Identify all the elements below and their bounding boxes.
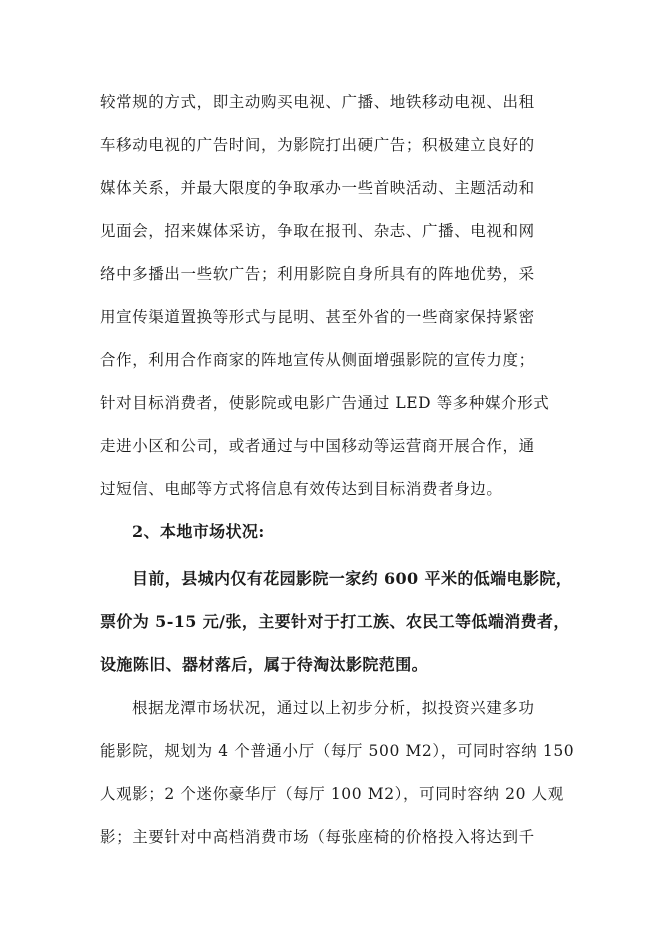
paragraph-3-line-3: 人观影；2 个迷你豪华厅（每厅 100 M2），可同时容纳 20 人观 (100, 785, 564, 803)
paragraph-1-line-5: 络中多播出一些软广告；利用影院自身所具有的阵地优势，采 (100, 265, 535, 283)
paragraph-1-line-9: 走进小区和公司，或者通过与中国移动等运营商开展合作，通 (100, 437, 535, 455)
section-heading-local-market: 2、本地市场状况: (132, 522, 265, 541)
paragraph-2-line-1: 目前，县城内仅有花园影院一家约 600 平米的低端电影院， (132, 569, 573, 588)
paragraph-1-line-8: 针对目标消费者，使影院或电影广告通过 LED 等多种媒介形式 (100, 394, 550, 412)
paragraph-3-line-1: 根据龙潭市场状况，通过以上初步分析，拟投资兴建多功 (132, 699, 535, 717)
paragraph-2-line-2: 票价为 5-15 元/张，主要针对于打工族、农民工等低端消费者， (100, 612, 570, 631)
paragraph-1-line-7: 合作，利用合作商家的阵地宣传从侧面增强影院的宣传力度； (100, 351, 535, 369)
paragraph-1-line-6: 用宣传渠道置换等形式与昆明、甚至外省的一些商家保持紧密 (100, 308, 535, 326)
paragraph-3-line-2: 能影院，规划为 4 个普通小厅（每厅 500 M2），可同时容纳 150 (100, 742, 575, 760)
paragraph-1-line-4: 见面会，招来媒体采访，争取在报刊、杂志、广播、电视和网 (100, 222, 535, 240)
paragraph-3-line-4: 影；主要针对中高档消费市场（每张座椅的价格投入将达到千 (100, 828, 535, 846)
paragraph-2-line-3: 设施陈旧、器材落后，属于待淘汰影院范围。 (100, 655, 429, 674)
paragraph-1-line-2: 车移动电视的广告时间，为影院打出硬广告；积极建立良好的 (100, 136, 535, 154)
paragraph-1-line-10: 过短信、电邮等方式将信息有效传达到目标消费者身边。 (100, 480, 503, 498)
paragraph-1-line-3: 媒体关系，并最大限度的争取承办一些首映活动、主题活动和 (100, 179, 535, 197)
paragraph-1-line-1: 较常规的方式，即主动购买电视、广播、地铁移动电视、出租 (100, 93, 535, 111)
